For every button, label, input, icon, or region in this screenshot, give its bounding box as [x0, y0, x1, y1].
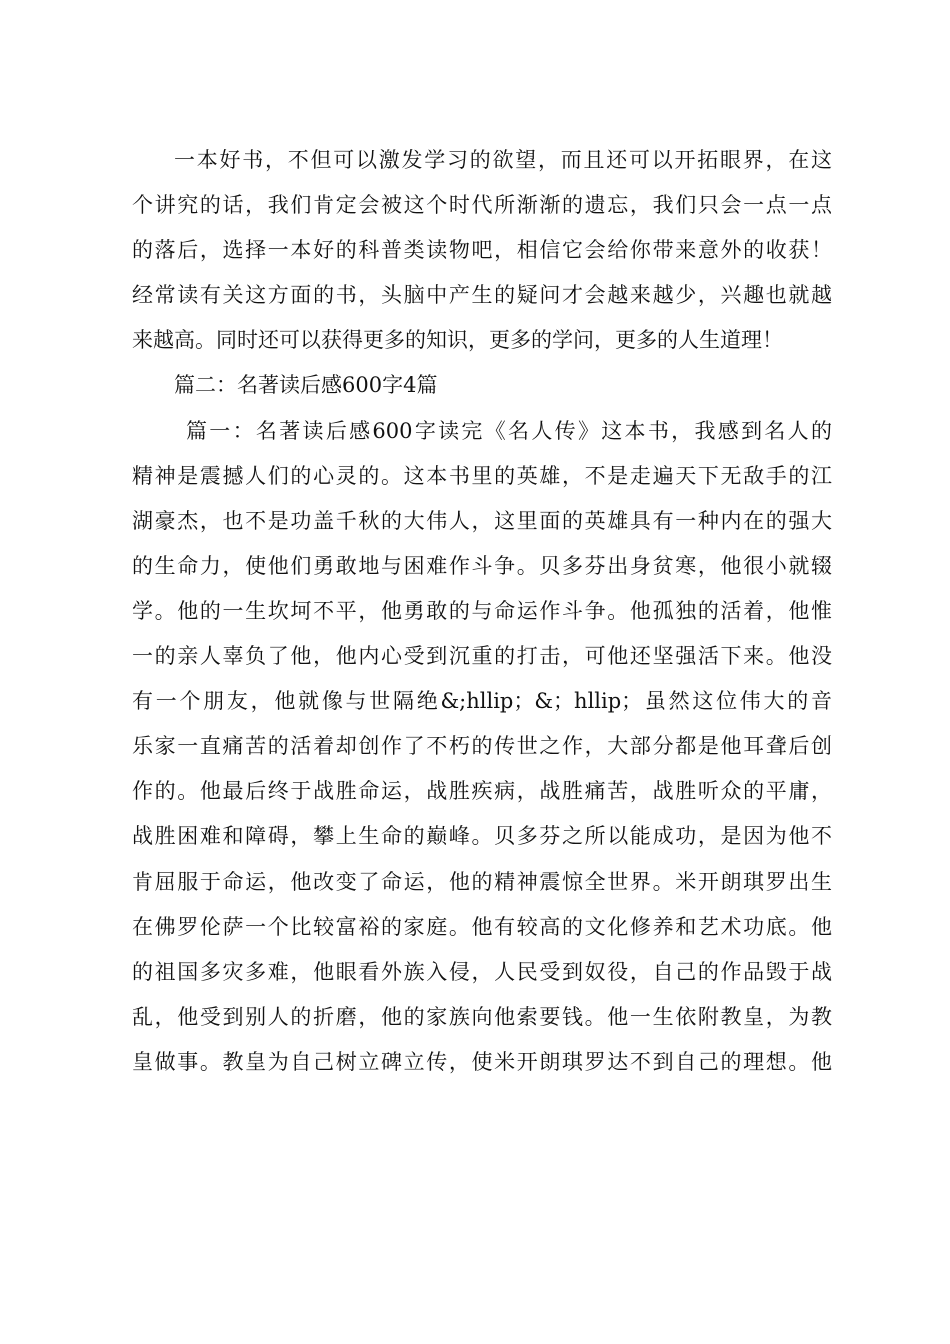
- text-line: 篇一：名著读后感600字读完《名人传》这本书，我感到名人的: [186, 418, 832, 443]
- text-line: 有一个朋友，他就像与世隔绝&;hllip；&；hllip；虽然这位伟大的音: [132, 689, 832, 714]
- text-line: 皇做事。教皇为自己树立碑立传，使米开朗琪罗达不到自己的理想。他: [132, 1049, 832, 1074]
- text-line: 一本好书，不但可以激发学习的欲望，而且还可以开拓眼界，在这: [174, 148, 832, 172]
- text-line: 乐家一直痛苦的活着却创作了不朽的传世之作，大部分都是他耳聋后创: [132, 734, 832, 759]
- section-heading: 篇二：名著读后感600字4篇: [174, 373, 438, 398]
- text-line: 学。他的一生坎坷不平，他勇敢的与命运作斗争。他孤独的活着，他惟: [132, 598, 832, 623]
- text-line: 的生命力，使他们勇敢地与困难作斗争。贝多芬出身贫寒，他很小就辍: [132, 553, 832, 578]
- text-line: 战胜困难和障碍，攀上生命的巅峰。贝多芬之所以能成功，是因为他不: [132, 824, 832, 849]
- text-line: 的祖国多灾多难，他眼看外族入侵，人民受到奴役，自己的作品毁于战: [132, 959, 832, 984]
- text-line: 作的。他最后终于战胜命运，战胜疾病，战胜痛苦，战胜听众的平庸，: [132, 779, 832, 804]
- text-line: 个讲究的话，我们肯定会被这个时代所渐渐的遗忘，我们只会一点一点: [132, 193, 832, 218]
- text-line: 一的亲人辜负了他，他内心受到沉重的打击，可他还坚强活下来。他没: [132, 644, 832, 669]
- text-line: 来越高。同时还可以获得更多的知识，更多的学问，更多的人生道理！: [132, 328, 783, 353]
- text-line: 精神是震撼人们的心灵的。这本书里的英雄，不是走遍天下无敌手的江: [132, 463, 832, 488]
- text-line: 肯屈服于命运，他改变了命运，他的精神震惊全世界。米开朗琪罗出生: [132, 869, 832, 894]
- text-line: 经常读有关这方面的书，头脑中产生的疑问才会越来越少，兴趣也就越: [132, 283, 832, 308]
- text-line: 的落后，选择一本好的科普类读物吧，相信它会给你带来意外的收获！: [132, 238, 832, 263]
- text-line: 乱，他受到别人的折磨，他的家族向他索要钱。他一生依附教皇，为教: [132, 1004, 832, 1029]
- text-line: 在佛罗伦萨一个比较富裕的家庭。他有较高的文化修养和艺术功底。他: [132, 914, 832, 939]
- text-line: 湖豪杰，也不是功盖千秋的大伟人，这里面的英雄具有一种内在的强大: [132, 508, 832, 533]
- document-body: [132, 138, 832, 1085]
